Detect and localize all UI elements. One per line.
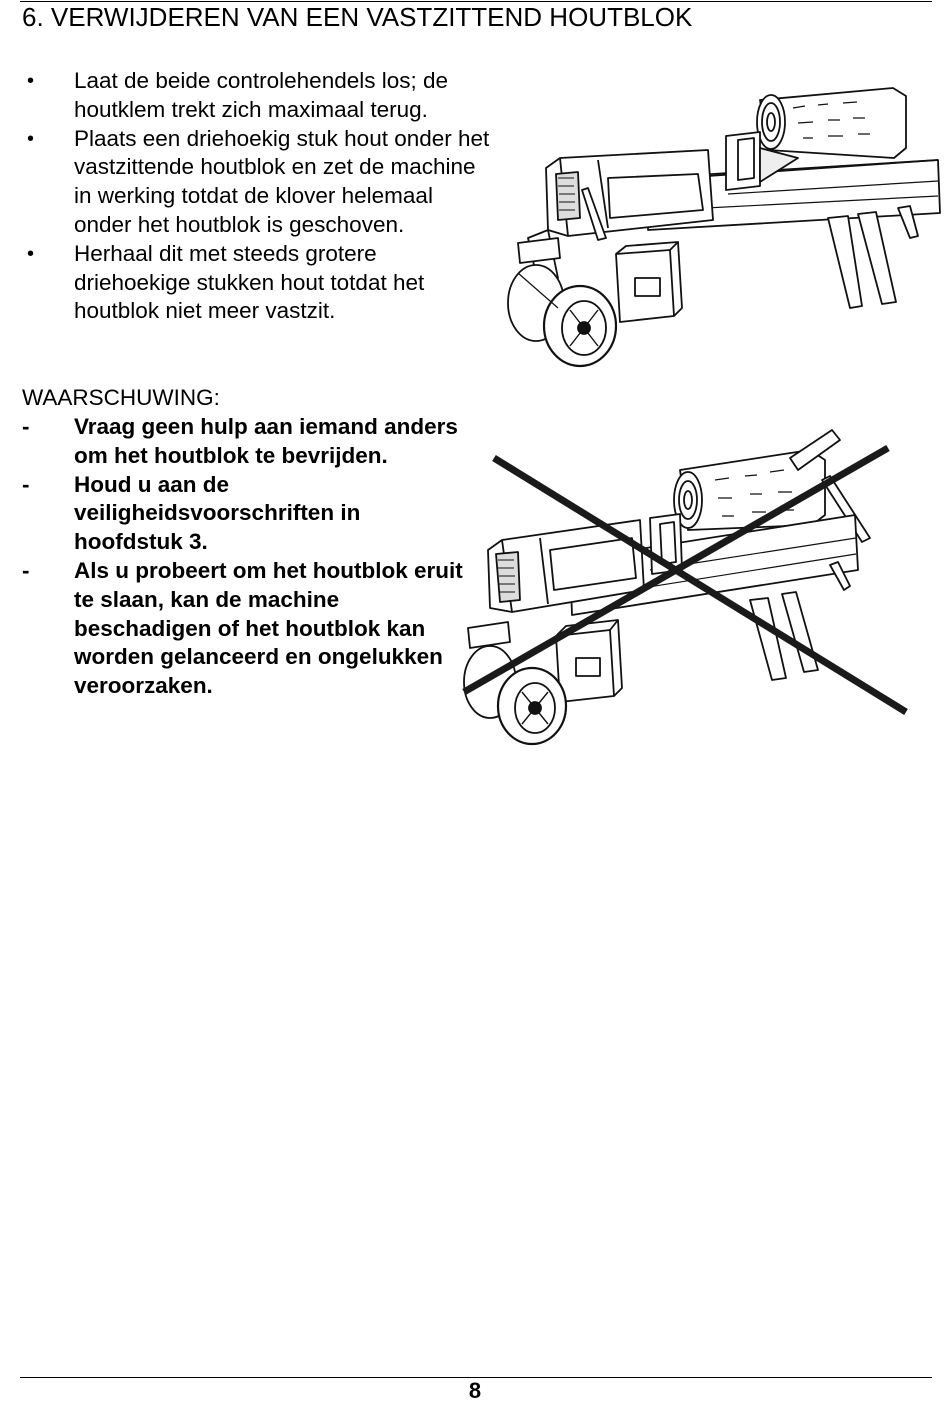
warning-text: Als u probeert om het houtblok eruit te slaan, kan de machine beschadigen of het houtblok kan worden gelanceerd en ongelukken veroorzaken. <box>74 557 463 699</box>
instruction-text: Plaats een driehoekig stuk hout onder het vastzittende houtblok en zet de machine in werking totdat de klover helemaal onder het houtblok is geschoven. <box>74 125 490 237</box>
warning-item <box>22 557 472 701</box>
log-splitter-illustration <box>498 78 944 370</box>
warning-title: WAARSCHUWING: <box>22 385 220 410</box>
warning-item <box>22 471 472 557</box>
instruction-item <box>22 125 492 240</box>
log-splitter-hammer-crossed-out-illustration <box>460 420 920 750</box>
instruction-text: Herhaal dit met steeds grotere driehoekige stukken hout totdat het houtblok niet meer vastzit. <box>74 240 425 324</box>
warning-text: Houd u aan de veiligheidsvoorschriften in hoofdstuk 3. <box>74 471 361 555</box>
dash-marker: - <box>22 414 30 439</box>
page-number: 8 <box>468 1378 482 1403</box>
warning-text: Vraag geen hulp aan iemand anders om het houtblok te bevrijden. <box>74 414 458 468</box>
instruction-text: Laat de beide controlehendels los; de houtklem trekt zich maximaal terug. <box>74 68 449 122</box>
bullet-icon: • <box>27 70 35 92</box>
warning-list <box>22 413 472 701</box>
instruction-item <box>22 240 492 326</box>
section-heading: 6. VERWIJDEREN VAN EEN VASTZITTEND HOUTBLOK <box>22 2 693 32</box>
instruction-list <box>22 67 492 326</box>
instruction-item <box>22 67 492 125</box>
warning-item <box>22 413 472 471</box>
dash-marker: - <box>22 471 30 497</box>
dash-marker: - <box>22 557 30 583</box>
bullet-icon: • <box>27 242 35 265</box>
bullet-icon: • <box>27 127 35 150</box>
